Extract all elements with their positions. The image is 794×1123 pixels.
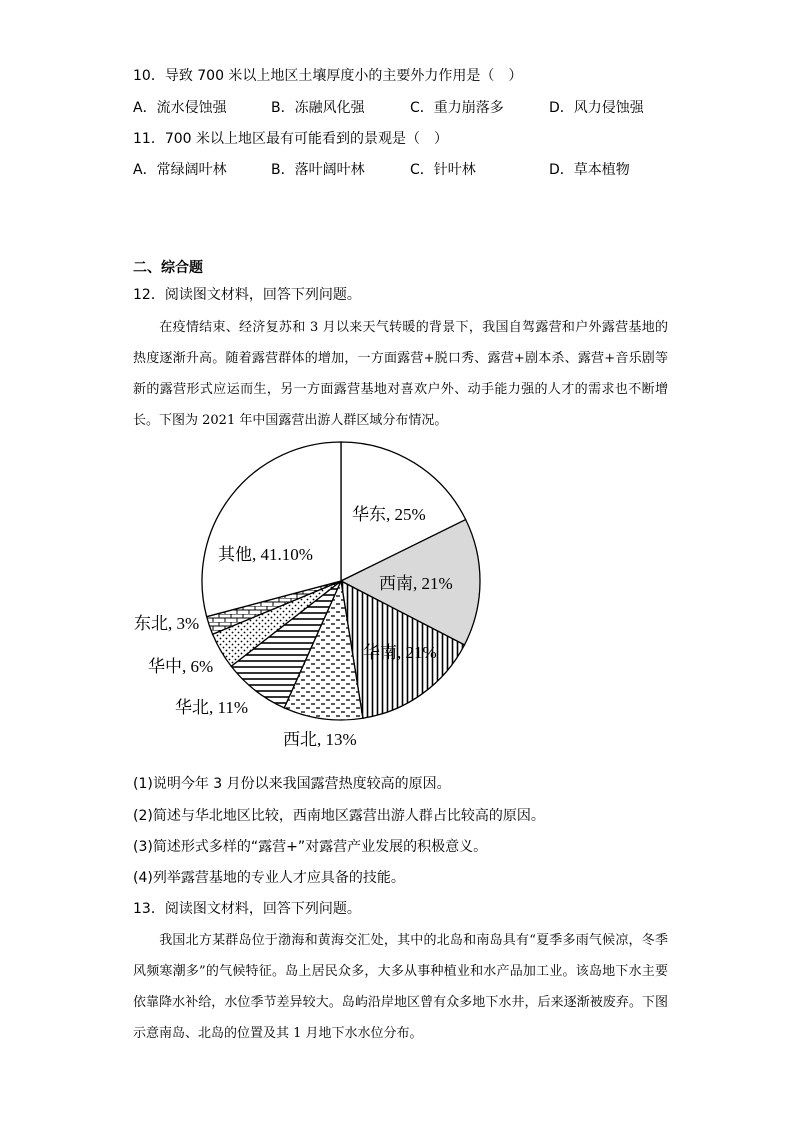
q13-stem: 13．阅读图文材料，回答下列问题。 [133, 901, 361, 917]
section-heading: 二、综合题 [133, 260, 203, 276]
pie-chart [120, 430, 500, 770]
q11-option-a[interactable]: A．常绿阔叶林 [133, 162, 227, 178]
q10-option-a[interactable]: A．流水侵蚀强 [133, 100, 227, 116]
pie-slice-label-3: 华南, 21% [363, 643, 437, 662]
q10-option-b[interactable]: B．冻融风化强 [271, 100, 365, 116]
pie-slice-label-4: 西北, 13% [283, 730, 357, 749]
pie-slice-label-8: 其他, 41.10% [218, 545, 313, 564]
q12-subquestion-4: (4)列举露营基地的专业人才应具备的技能。 [133, 870, 405, 886]
pie-slice-label-5: 华北, 11% [175, 698, 249, 717]
q12-subquestion-3: (3)简述形式多样的“露营+”对露营产业发展的积极意义。 [133, 839, 488, 855]
q10-option-c[interactable]: C．重力崩落多 [410, 100, 504, 116]
pie-slice-label-1: 华东, 25% [352, 505, 426, 524]
q12-passage [133, 312, 668, 436]
q11-option-b[interactable]: B．落叶阔叶林 [271, 162, 365, 178]
pie-slice-label-6: 华中, 6% [148, 657, 214, 676]
q11-stem: 11．700 米以上地区最有可能看到的景观是（ ） [133, 131, 448, 147]
pie-slice-label-2: 西南, 21% [379, 574, 453, 593]
q12-subquestion-1: (1)说明今年 3 月份以来我国露营热度较高的原因。 [133, 776, 451, 792]
q10-option-d[interactable]: D．风力侵蚀强 [549, 100, 644, 116]
q10-stem: 10．导致 700 米以上地区土壤厚度小的主要外力作用是（ ） [133, 68, 523, 84]
q11-option-d[interactable]: D．草本植物 [549, 162, 630, 178]
q13-passage-text: 我国北方某群岛位于渤海和黄海交汇处，其中的北岛和南岛具有“夏季多雨气候凉，冬季风频寒潮多”的气候特征。岛上居民众多，大多从事种植业和水产品加工业。该岛地下水主要依靠降水补给，水位季节差异较大。岛屿沿岸地区曾有众多地下水井，后来逐渐被废弃。下图示意南岛、北岛的位置及其 1 月地下水水位分布。 [133, 933, 668, 1041]
pie-slice-label-7: 东北, 3% [134, 614, 200, 633]
q11-option-c[interactable]: C．针叶林 [410, 162, 476, 178]
q12-stem: 12．阅读图文材料，回答下列问题。 [133, 287, 361, 303]
q12-passage-text: 在疫情结束、经济复苏和 3 月以来天气转暖的背景下，我国自驾露营和户外露营基地的热度逐渐升高。随着露营群体的增加，一方面露营+脱口秀、露营+剧本杀、露营+音乐剧等新的露营形式应运而生，另一方面露营基地对喜欢户外、动手能力强的人才的需求也不断增长。下图为 2021 年中国露营出游人群区域分布情况。 [133, 320, 668, 428]
q12-subquestion-2: (2)简述与华北地区比较，西南地区露营出游人群占比较高的原因。 [133, 808, 545, 824]
q13-passage [133, 925, 668, 1049]
